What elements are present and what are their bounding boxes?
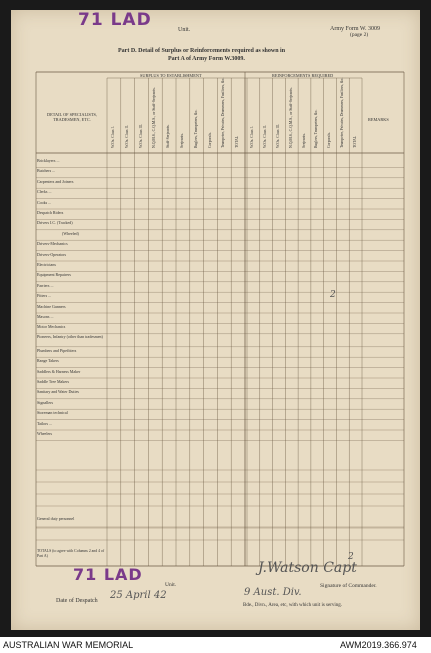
row-label: (Wheeled) <box>62 230 79 236</box>
fitters-entry: 2 <box>330 290 336 300</box>
reinforcement-column-heading: Corporals. <box>327 132 332 148</box>
surplus-column-heading: W.Os. Class II. <box>124 125 129 148</box>
detail-header <box>38 112 106 122</box>
row-label: Cooks ... <box>37 199 52 205</box>
surplus-column-heading: TOTAL <box>235 135 240 148</box>
archive-name: AUSTRALIAN WAR MEMORIAL <box>3 640 134 650</box>
row-label: Drivers-Mechanics <box>37 241 68 247</box>
reinforcement-column-heading: N.Q.M.S., C.Q.M.S., or Staff-Serjeants. <box>288 87 293 148</box>
unit-label-top: Unit. <box>178 27 191 33</box>
reinforcement-column-heading: Serjeants. <box>301 133 306 148</box>
remarks-header: REMARKS <box>368 117 389 122</box>
row-label: Butchers ... <box>37 168 56 174</box>
row-label: General duty personnel <box>37 516 75 521</box>
reinforcement-column-heading: TOTAL <box>352 135 357 148</box>
row-label: Tailors ... <box>37 420 53 426</box>
surplus-column-heading: Serjeants. <box>179 133 184 148</box>
unit-stamp-top: 71 LAD <box>78 10 152 30</box>
row-label: Farriers ... <box>37 282 54 288</box>
row-label: Bricklayers ... <box>37 158 60 163</box>
reinforcement-column-heading: W.Os. Class I. <box>250 126 255 148</box>
despatch-label: Date of Despatch <box>56 598 98 604</box>
reinforcement-column-heading: Buglers, Trumpeters, &c. <box>314 109 319 148</box>
row-label: Storeman technical <box>37 410 68 416</box>
surplus-column-heading: Trumpeter, Privates, Drummers, Fusiliers, &c. <box>221 77 226 148</box>
surplus-header: SURPLUS TO ESTABLISHMENT <box>140 73 202 78</box>
row-label: Saddlers & Harness Maker <box>37 368 81 374</box>
unit-stamp-bottom: 71 LAD <box>73 565 143 584</box>
surplus-column-heading: W.Os. Class III. <box>138 123 143 148</box>
row-label: Drivers I.C. (Tracked) <box>37 220 73 226</box>
commander-signature: J.Watson Capt <box>258 560 357 576</box>
reinforcement-column-heading: W.Os. Class II. <box>263 125 268 148</box>
reinforcements-header: REINFORCEMENTS REQUIRED <box>272 73 334 78</box>
row-label: Pioneers, Infantry (other than tradesmen) <box>37 333 103 339</box>
row-label: Despatch Riders <box>37 210 64 215</box>
totals-entry: 2 <box>348 552 354 562</box>
row-label: Clerks ... <box>37 189 52 195</box>
row-label: Carpenters and Joiners <box>37 178 74 184</box>
row-label: Electricians <box>37 262 56 267</box>
archive-caption-bar <box>0 637 431 653</box>
reinforcement-column-heading: W.Os. Class III. <box>275 123 280 148</box>
form-reference: Army Form W. 3009 <box>330 26 381 32</box>
row-label: Drivers-Operators <box>37 251 67 257</box>
row-label: Masons ... <box>37 314 54 319</box>
page-number: (page 2) <box>350 32 369 38</box>
row-label: Plumbers and Pipefitters <box>37 347 77 353</box>
surplus-column-heading: Staff-Serjeants. <box>166 124 171 148</box>
brigade-caption: Bde., Divn., Area, etc, with which unit is serving. <box>243 603 343 608</box>
surplus-column-heading: W.Os. Class I. <box>110 126 115 148</box>
row-label: Range Takers <box>37 358 59 364</box>
surplus-column-heading: Buglers, Trumpeters, &c. <box>193 109 198 148</box>
row-label: Signallers <box>37 399 53 405</box>
row-label: Fitters ... <box>37 293 52 299</box>
signature-caption: Signature of Commander. <box>320 583 377 589</box>
reinforcement-column-heading: Trumpeter, Privates, Drummers, Fusiliers, &c. <box>339 77 344 148</box>
unit-label-bottom: Unit. <box>165 582 177 588</box>
archive-id: AWM2019.366.974 <box>340 640 417 650</box>
row-label: Machine Gunners <box>37 303 66 309</box>
form-title-line2: Part A of Army Form W.3009. <box>168 56 245 62</box>
row-label: Equipment Repairers <box>37 272 71 278</box>
brigade-entry: 9 Aust. Div. <box>244 587 302 598</box>
detail-header-text: DETAIL OF SPECIALISTS, TRADESMEN, ETC. <box>47 112 97 122</box>
despatch-date: 25 April 42 <box>110 590 167 601</box>
row-label: Wheelers <box>37 431 53 436</box>
surplus-column-heading: N.Q.M.S., C.Q.M.S., or Staff-Serjeants. <box>152 87 157 148</box>
row-label: Sanitary and Water Duties <box>37 389 79 395</box>
form-title-line1: Part D. Detail of Surplus or Reinforcements required as shown in <box>118 48 286 54</box>
surplus-column-heading: Corporals. <box>207 132 212 148</box>
row-label: Saddle Tree Makers <box>37 379 69 384</box>
totals-label: TOTALS (to agree with Columns 2 and 4 of Part A) <box>37 549 105 558</box>
row-label: Motor Mechanics <box>37 324 66 330</box>
